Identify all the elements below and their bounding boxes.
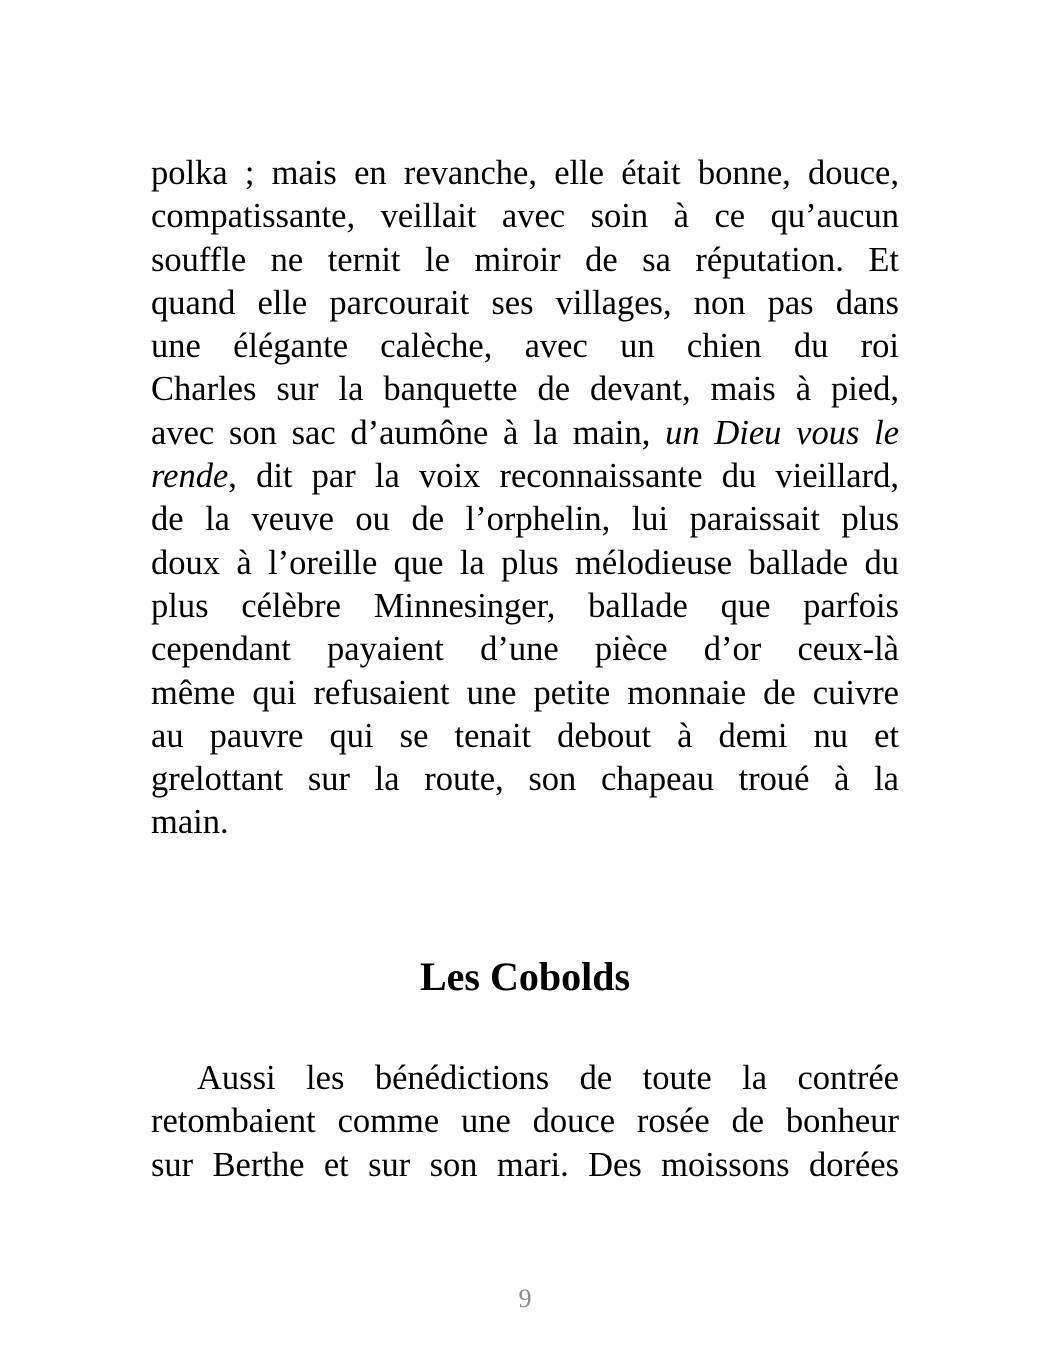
text-line: compatissante, veillait avec soin à ce qu’aucun	[151, 197, 899, 236]
text-segment: , dit par la voix reconnaissante du vieillard,	[228, 457, 899, 496]
text-line: au pauvre qui se tenait debout à demi nu et	[151, 716, 899, 755]
page-number: 9	[518, 1284, 532, 1313]
text-line: cependant payaient d’une pièce d’or ceux-là	[151, 630, 899, 669]
paragraph	[151, 1057, 899, 1187]
text-line: retombaient comme une douce rosée de bonheur	[151, 1102, 899, 1141]
text-line	[151, 455, 899, 498]
text-line	[151, 412, 899, 455]
text-line: grelottant sur la route, son chapeau troué à la	[151, 760, 899, 799]
text-line: doux à l’oreille que la plus mélodieuse ballade du	[151, 543, 899, 582]
text-line: plus célèbre Minnesinger, ballade que parfois	[151, 586, 899, 625]
text-line: même qui refusaient une petite monnaie de cuivre	[151, 673, 899, 712]
italic-quote: un Dieu vous le	[665, 413, 900, 452]
text-line: quand elle parcourait ses villages, non pas dans	[151, 283, 899, 322]
chapter-title: Les Cobolds	[419, 954, 631, 999]
text-segment: avec son sac d’aumône à la main,	[151, 413, 651, 452]
text-line: Charles sur la banquette de devant, mais à pied,	[151, 370, 899, 409]
text-line: de la veuve ou de l’orphelin, lui paraissait plus	[151, 500, 899, 539]
paragraph-continued	[151, 152, 899, 845]
text-line: souffle ne ternit le miroir de sa réputation. Et	[151, 240, 899, 279]
text-line: Aussi les bénédictions de toute la contrée	[197, 1059, 899, 1097]
text-line: polka ; mais en revanche, elle était bonne, douce,	[151, 154, 899, 192]
text-line: une élégante calèche, avec un chien du roi	[151, 327, 899, 366]
text-line: main.	[151, 803, 229, 842]
italic-quote: rende	[151, 457, 229, 496]
text-line: sur Berthe et sur son mari. Des moissons dorées	[151, 1145, 899, 1184]
